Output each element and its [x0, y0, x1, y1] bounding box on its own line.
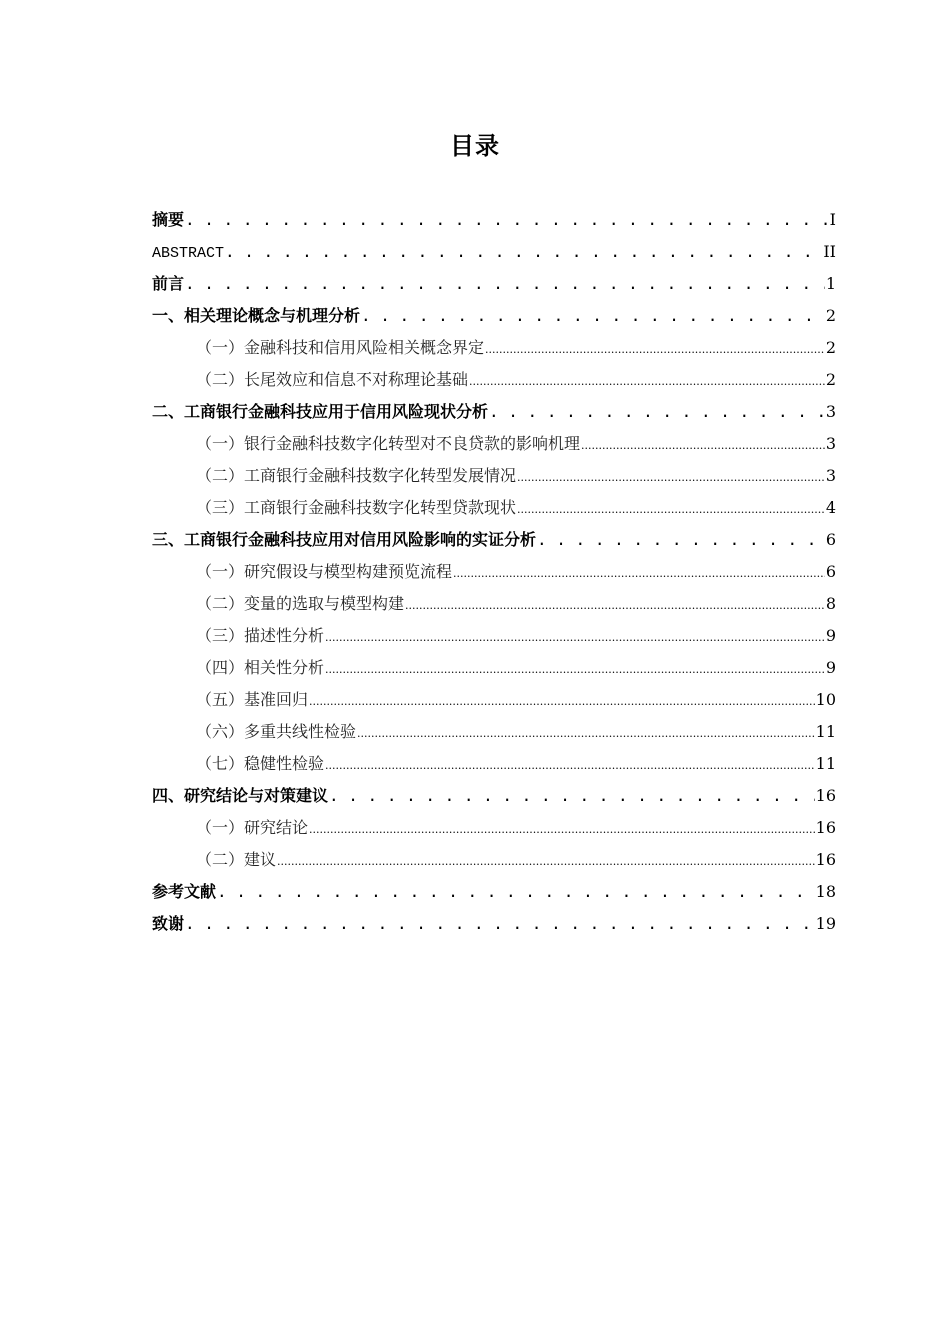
- toc-entry-label: （一）研究结论: [196, 818, 309, 837]
- toc-entry-label: 参考文献: [152, 882, 217, 901]
- toc-entry-acknowledgements[interactable]: [152, 908, 836, 940]
- dot-leader: [309, 814, 815, 846]
- dot-leader: [485, 334, 825, 366]
- toc-entry-label: （二）变量的选取与模型构建: [196, 594, 405, 613]
- toc-entry-section-3-1[interactable]: [152, 556, 836, 588]
- toc-entry-label: （二）工商银行金融科技数字化转型发展情况: [196, 466, 517, 485]
- dot-leader: [361, 300, 825, 332]
- toc-entry-chapter-2[interactable]: [152, 396, 836, 428]
- dot-leader: [329, 780, 815, 812]
- toc-entry-label: （六）多重共线性检验: [196, 722, 357, 741]
- table-of-contents: [152, 204, 836, 940]
- dot-leader: [405, 590, 825, 622]
- toc-entry-page: 3: [825, 466, 836, 485]
- toc-entry-label: （三）工商银行金融科技数字化转型贷款现状: [196, 498, 517, 517]
- dot-leader: [325, 750, 815, 782]
- toc-entry-section-4-2[interactable]: [152, 844, 836, 876]
- toc-entry-section-1-1[interactable]: [152, 332, 836, 364]
- toc-entry-section-2-1[interactable]: [152, 428, 836, 460]
- toc-entry-section-3-5[interactable]: [152, 684, 836, 716]
- toc-entry-label: （二）建议: [196, 850, 277, 869]
- toc-entry-label: （四）相关性分析: [196, 658, 325, 677]
- dot-leader: [517, 462, 825, 494]
- toc-entry-page: 2: [825, 306, 836, 325]
- toc-entry-label: （七）稳健性检验: [196, 754, 325, 773]
- dot-leader: [537, 524, 825, 556]
- toc-entry-section-3-4[interactable]: [152, 652, 836, 684]
- toc-entry-preface[interactable]: [152, 268, 836, 300]
- toc-entry-page: 9: [825, 626, 836, 645]
- toc-entry-label: 四、研究结论与对策建议: [152, 786, 329, 805]
- toc-entry-label: 致谢: [152, 914, 185, 933]
- toc-entry-page: 16: [815, 818, 836, 837]
- toc-entry-chapter-3[interactable]: [152, 524, 836, 556]
- toc-entry-label: 二、工商银行金融科技应用于信用风险现状分析: [152, 402, 489, 421]
- toc-entry-chapter-4[interactable]: [152, 780, 836, 812]
- toc-entry-page: 11: [815, 754, 836, 773]
- toc-entry-label: （一）金融科技和信用风险相关概念界定: [196, 338, 485, 357]
- dot-leader: [469, 366, 825, 398]
- dot-leader: [277, 846, 815, 878]
- toc-entry-label: ABSTRACT: [152, 245, 225, 262]
- dot-leader: [489, 396, 825, 428]
- dot-leader: [225, 236, 822, 268]
- toc-entry-page: 19: [815, 914, 836, 933]
- toc-entry-page: 6: [825, 530, 836, 549]
- toc-entry-page: 3: [825, 402, 836, 421]
- dot-leader: [185, 204, 829, 236]
- toc-entry-label: （二）长尾效应和信息不对称理论基础: [196, 370, 469, 389]
- toc-entry-label: （五）基准回归: [196, 690, 309, 709]
- toc-entry-label: （三）描述性分析: [196, 626, 325, 645]
- dot-leader: [185, 908, 815, 940]
- page-title: 目录: [450, 132, 500, 160]
- toc-entry-label: 摘要: [152, 210, 185, 229]
- toc-entry-section-3-6[interactable]: [152, 716, 836, 748]
- dot-leader: [217, 876, 815, 908]
- toc-entry-page: II: [823, 242, 836, 261]
- dot-leader: [581, 430, 825, 462]
- dot-leader: [309, 686, 815, 718]
- toc-entry-page: 10: [815, 690, 836, 709]
- toc-entry-section-3-2[interactable]: [152, 588, 836, 620]
- dot-leader: [517, 494, 825, 526]
- toc-entry-page: 3: [825, 434, 836, 453]
- toc-entry-page: I: [829, 210, 836, 229]
- toc-entry-section-3-3[interactable]: [152, 620, 836, 652]
- toc-entry-section-1-2[interactable]: [152, 364, 836, 396]
- toc-entry-page: 16: [815, 850, 836, 869]
- toc-entry-abstract-cn[interactable]: [152, 204, 836, 236]
- toc-entry-page: 16: [815, 786, 836, 805]
- toc-entry-references[interactable]: [152, 876, 836, 908]
- dot-leader: [453, 558, 825, 590]
- toc-entry-label: （一）研究假设与模型构建预览流程: [196, 562, 453, 581]
- toc-entry-section-4-1[interactable]: [152, 812, 836, 844]
- toc-entry-section-2-2[interactable]: [152, 460, 836, 492]
- toc-entry-page: 9: [825, 658, 836, 677]
- toc-entry-section-2-3[interactable]: [152, 492, 836, 524]
- dot-leader: [325, 622, 825, 654]
- toc-entry-label: 一、相关理论概念与机理分析: [152, 306, 361, 325]
- dot-leader: [357, 718, 815, 750]
- toc-entry-label: 前言: [152, 274, 185, 293]
- toc-entry-page: 2: [825, 338, 836, 357]
- toc-entry-page: 8: [825, 594, 836, 613]
- dot-leader: [185, 268, 825, 300]
- toc-entry-page: 18: [815, 882, 836, 901]
- toc-entry-page: 11: [815, 722, 836, 741]
- toc-entry-section-3-7[interactable]: [152, 748, 836, 780]
- toc-entry-page: 4: [825, 498, 836, 517]
- dot-leader: [325, 654, 825, 686]
- toc-entry-abstract-en[interactable]: [152, 236, 836, 268]
- toc-entry-page: 1: [825, 274, 836, 293]
- toc-entry-label: 三、工商银行金融科技应用对信用风险影响的实证分析: [152, 530, 537, 549]
- toc-entry-chapter-1[interactable]: [152, 300, 836, 332]
- toc-entry-label: （一）银行金融科技数字化转型对不良贷款的影响机理: [196, 434, 581, 453]
- toc-entry-page: 6: [825, 562, 836, 581]
- toc-entry-page: 2: [825, 370, 836, 389]
